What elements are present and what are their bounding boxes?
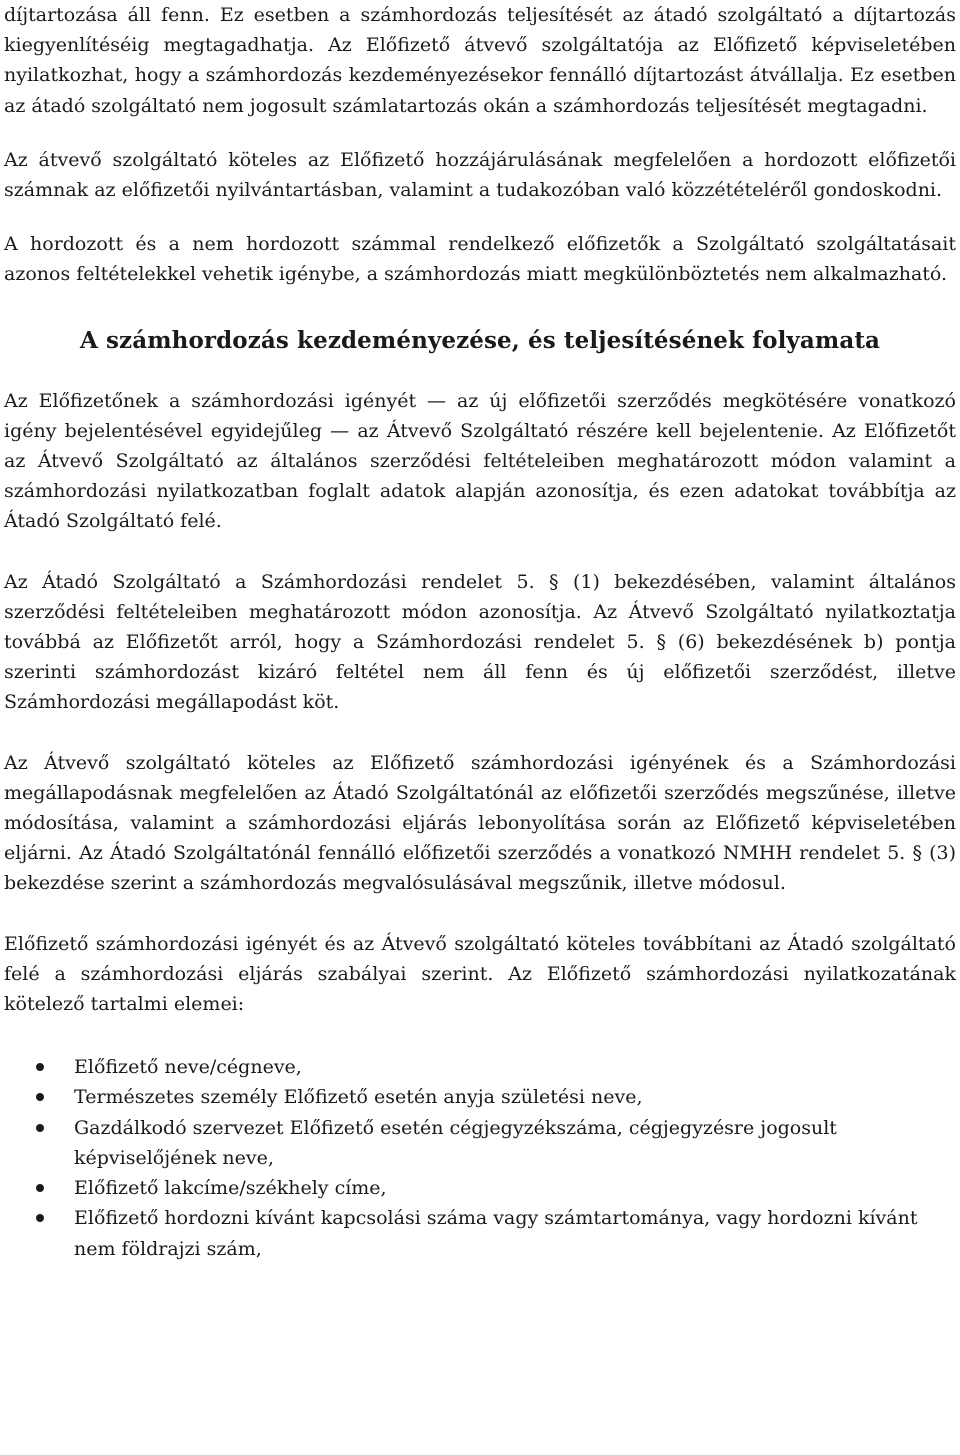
list-item [4, 1052, 956, 1082]
paragraph-debt: díjtartozása áll fenn. Ez esetben a számhordozás teljesítését az átadó szolgáltató a díjtartozás kiegyenlítéséig megtagadhatja. Az Előfizető átvevő szolgáltatója az Előfizető képviseletében nyilatkozhat, hogy a számhordozás kezdeményezésekor fennálló díjtartozást átvállalja. Ez esetben az átadó szolgáltató nem jogosult számlatartozás okán a számhordozás teljesítését megtagadni. [4, 4, 956, 117]
spacer [4, 718, 956, 748]
spacer [4, 1019, 956, 1052]
list-item [4, 1113, 956, 1173]
list-item-text: Előfizető lakcíme/székhely címe, [74, 1177, 387, 1200]
spacer [4, 537, 956, 567]
paragraph-identification: Az Átadó Szolgáltató a Számhordozási rendelet 5. § (1) bekezdésében, valamint általános szerződési feltételeiben meghatározott módon azonosítja. Az Átvevő Szolgáltató nyilatkoztatja továbbá az Előfizetőt arról, hogy a Számhordozási rendelet 5. § (6) bekezdésének b) pontja szerinti számhordozást kizáró feltétel nem áll fenn és új előfizetői szerződést, illetve Számhordozási megállapodást köt. [4, 570, 956, 714]
list-item-text: Természetes személy Előfizető esetén anyja születési neve, [74, 1086, 643, 1109]
list-item [4, 1173, 956, 1203]
section-heading: A számhordozás kezdeményezése, és teljesítésének folyamata [79, 326, 881, 354]
paragraph-initiation: Az Előfizetőnek a számhordozási igényét — az új előfizetői szerződés megkötésére vonatkozó igény bejelentésével egyidejűleg — az Átvevő Szolgáltató részére kell bejelentenie. Az Előfizetőt az Átvevő Szolgáltató az általános szerződési feltételeiben meghatározott módon valamint a számhordozási nyilatkozatban foglalt adatok alapján azonosítja, és ezen adatokat továbbítja az Átadó Szolgáltató felé. [4, 389, 956, 533]
paragraph-directory: Az átvevő szolgáltató köteles az Előfizető hozzájárulásának megfelelően a hordozott előfizetői számnak az előfizetői nyilvántartásban, valamint a tudakozóban való közzétételéről gondoskodni. [4, 148, 956, 202]
list-item [4, 1082, 956, 1112]
bullet-icon [36, 1093, 44, 1101]
bullet-icon [36, 1124, 44, 1132]
list-item [4, 1203, 956, 1263]
spacer [4, 899, 956, 929]
paragraph-representation: Az Átvevő szolgáltató köteles az Előfizető számhordozási igényének és a Számhordozási megállapodásnak megfelelően az Átadó Szolgáltatónál az előfizetői szerződés megszűnése, illetve módosítása, valamint a számhordozási eljárás lebonyolítása során az Előfizető képviseletében eljárni. Az Átadó Szolgáltatónál fennálló előfizetői szerződés a vonatkozó NMHH rendelet 5. § (3) bekezdése szerint a számhordozás megvalósulásával megszűnik, illetve módosul. [4, 751, 956, 895]
list-item-text: Gazdálkodó szervezet Előfizető esetén cégjegyzékszáma, cégjegyzésre jogosult képviselőjének neve, [74, 1116, 837, 1169]
paragraph-mandatory-elements: Előfizető számhordozási igényét és az Átvevő szolgáltató köteles továbbítani az Átadó szolgáltató felé a számhordozási eljárás szabályai szerint. Az Előfizető számhordozási nyilatkozatának kötelező tartalmi elemei: [4, 932, 956, 1016]
bullet-icon [36, 1214, 44, 1222]
spacer [4, 290, 956, 326]
document-page [4, 0, 956, 1264]
mandatory-elements-list [4, 1052, 956, 1263]
list-item-text: Előfizető neve/cégneve, [74, 1056, 302, 1079]
spacer [4, 356, 956, 386]
spacer [4, 121, 956, 145]
paragraph-equal-terms: A hordozott és a nem hordozott számmal rendelkező előfizetők a Szolgáltató szolgáltatásait azonos feltételekkel vehetik igénybe, a számhordozás miatt megkülönböztetés nem alkalmazható. [4, 233, 956, 286]
bullet-icon [36, 1063, 44, 1071]
list-item-text: Előfizető hordozni kívánt kapcsolási száma vagy számtartománya, vagy hordozni kívánt nem földrajzi szám, [74, 1207, 918, 1260]
bullet-icon [36, 1184, 44, 1192]
spacer [4, 205, 956, 229]
